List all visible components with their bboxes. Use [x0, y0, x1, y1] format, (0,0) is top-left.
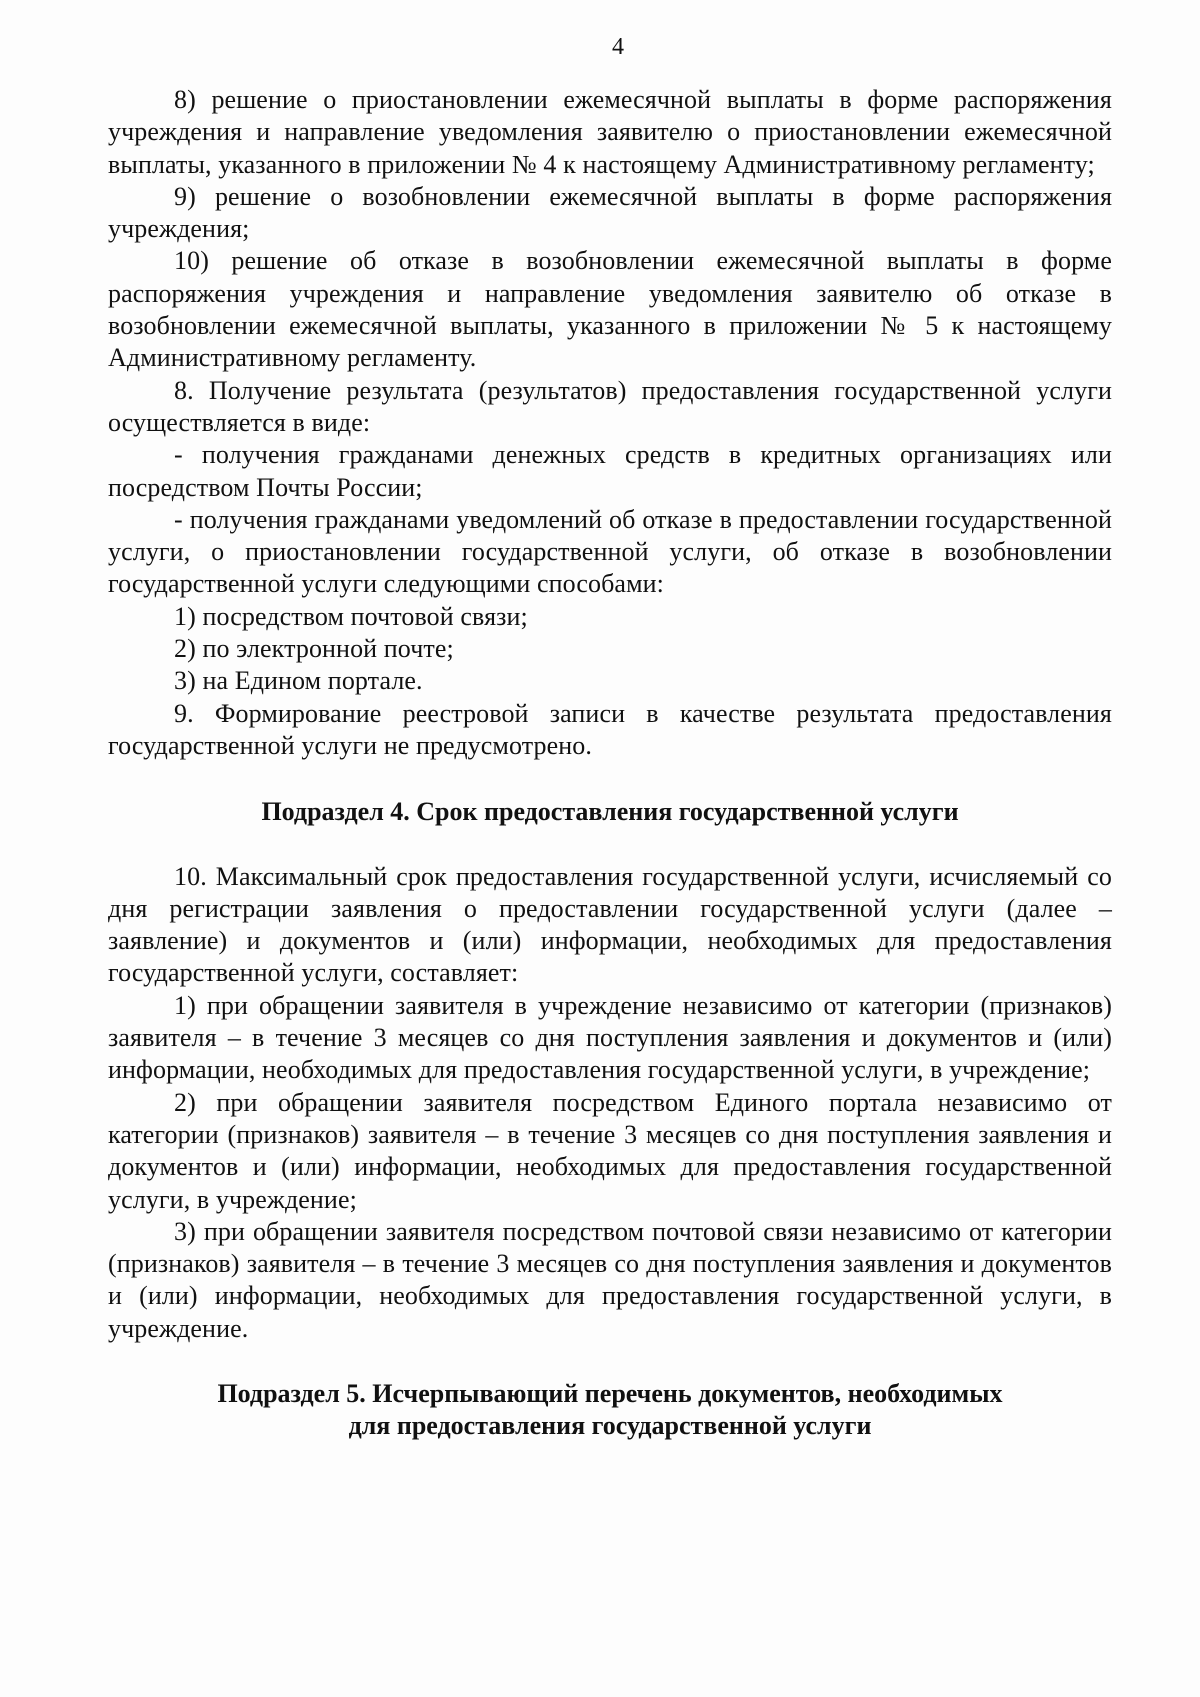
paragraph-item-10: 10) решение об отказе в возобновлении ежемесячной выплаты в форме распоряжения учреждения и направление уведомления заявителю об отказе в возобновлении ежемесячной выплаты, указанного в приложении № 5 к настоящему Административному регламенту.	[108, 246, 1112, 373]
paragraph-clause-8: 8. Получение результата (результатов) предоставления государственной услуги осуществляется в виде:	[108, 375, 1112, 437]
paragraph-method-email: 2) по электронной почте;	[174, 634, 454, 664]
page-number: 4	[612, 34, 624, 60]
paragraph-method-postal: 1) посредством почтовой связи;	[174, 601, 528, 631]
paragraph-term-portal: 2) при обращении заявителя посредством Единого портала независимо от категории (признаков) заявителя – в течение 3 месяцев со дня поступления заявления и документов и (или) информации, необходимых для предоставления государственной услуги, в учреждение;	[108, 1087, 1112, 1214]
paragraph-clause-10: 10. Максимальный срок предоставления государственной услуги, исчисляемый со дня регистрации заявления о предоставлении государственной услуги (далее – заявление) и документов и (или) информации, необходимых для предоставления государственной услуги, составляет:	[108, 861, 1112, 988]
subsection-5-title	[108, 1378, 1112, 1443]
subsection-5-title-line-1: Подраздел 5. Исчерпывающий перечень документов, необходимых	[217, 1378, 1003, 1408]
paragraph-bullet-notifications: - получения гражданами уведомлений об отказе в предоставлении государственной услуги, о приостановлении государственной услуги, об отказе в возобновлении государственной услуги следующими способами:	[108, 504, 1112, 599]
paragraph-method-portal: 3) на Едином портале.	[174, 666, 423, 696]
paragraph-item-8: 8) решение о приостановлении ежемесячной выплаты в форме распоряжения учреждения и направление уведомления заявителю о приостановлении ежемесячной выплаты, указанного в приложении № 4 к настоящему Административному регламенту;	[108, 85, 1112, 179]
paragraph-bullet-funds: - получения гражданами денежных средств в кредитных организациях или посредством Почты России;	[108, 440, 1112, 502]
paragraph-item-9: 9) решение о возобновлении ежемесячной выплаты в форме распоряжения учреждения;	[108, 181, 1112, 244]
paragraph-term-postal: 3) при обращении заявителя посредством почтовой связи независимо от категории (признаков) заявителя – в течение 3 месяцев со дня поступления заявления и документов и (или) информации, необходимых для предоставления государственной услуги, в учреждение.	[108, 1216, 1112, 1343]
subsection-4-title: Подраздел 4. Срок предоставления государственной услуги	[261, 797, 959, 827]
page-content	[108, 84, 1112, 1443]
paragraph-clause-9: 9. Формирование реестровой записи в качестве результата предоставления государственной услуги не предусмотрено.	[108, 698, 1112, 760]
subsection-5-title-line-2: для предоставления государственной услуги	[348, 1411, 872, 1441]
paragraph-term-institution: 1) при обращении заявителя в учреждение независимо от категории (признаков) заявителя – в течение 3 месяцев со дня поступления заявления и документов и (или) информации, необходимых для предоставления государственной услуги, в учреждение;	[108, 990, 1112, 1085]
